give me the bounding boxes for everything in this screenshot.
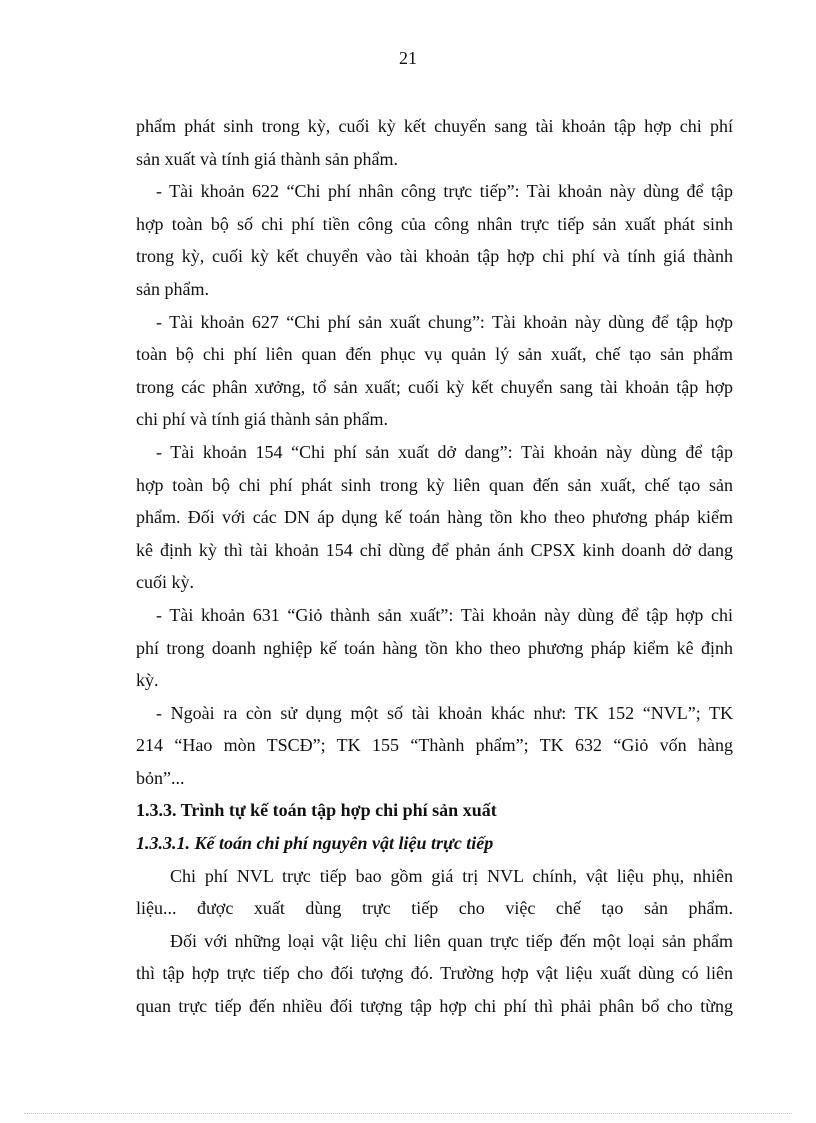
text-line: chi phí và tính giá thành sản phẩm. <box>136 409 388 430</box>
text-line: 214 “Hao mòn TSCĐ”; TK 155 “Thành phẩm”; TK 632 “Giỏ vốn hàng <box>136 735 733 756</box>
text-line: sản xuất và tính giá thành sản phẩm. <box>136 148 398 169</box>
bullet-line: - Tài khoản 154 “Chi phí sản xuất dở dang”: Tài khoản này dùng để tập <box>156 441 733 462</box>
document-body <box>136 110 733 1023</box>
text-line: phí trong doanh nghiệp kế toán hàng tồn kho theo phương pháp kiểm kê định <box>136 637 733 658</box>
text-line: sản phẩm. <box>136 278 209 299</box>
paragraph-start-line: Chi phí NVL trực tiếp bao gồm giá trị NVL chính, vật liệu phụ, nhiên <box>170 865 733 886</box>
text-line: trong kỳ, cuối kỳ kết chuyển vào tài khoản tập hợp chi phí và tính giá thành <box>136 246 733 267</box>
subsection-heading: 1.3.3.1. Kế toán chi phí nguyên vật liệu trực tiếp <box>136 833 494 854</box>
text-line: liệu... được xuất dùng trực tiếp cho việc chế tạo sản phẩm. <box>136 898 733 919</box>
bullet-line: - Tài khoản 631 “Giỏ thành sản xuất”: Tài khoản này dùng để tập hợp chi <box>156 604 733 625</box>
page-number: 21 <box>399 48 417 68</box>
text-line: bỏn”... <box>136 767 185 788</box>
text-line: quan trực tiếp đến nhiều đối tượng tập hợp chi phí thì phải phân bổ cho từng <box>136 996 733 1017</box>
text-line: hợp toàn bộ số chi phí tiền công của công nhân trực tiếp sản xuất phát sinh <box>136 213 733 234</box>
text-line: thì tập hợp trực tiếp cho đối tượng đó. Trường hợp vật liệu xuất dùng có liên <box>136 963 733 984</box>
page-bottom-divider <box>24 1113 792 1114</box>
bullet-line: - Tài khoản 627 “Chi phí sản xuất chung”: Tài khoản này dùng để tập hợp <box>156 311 733 332</box>
section-heading: 1.3.3. Trình tự kế toán tập hợp chi phí sản xuất <box>136 800 497 821</box>
text-line: toàn bộ chi phí liên quan đến phục vụ quản lý sản xuất, chế tạo sản phẩm <box>136 344 733 365</box>
bullet-line: - Tài khoản 622 “Chi phí nhân công trực tiếp”: Tài khoản này dùng để tập <box>156 181 733 202</box>
text-line: cuối kỳ. <box>136 572 194 593</box>
text-line: phẩm phát sinh trong kỳ, cuối kỳ kết chuyển sang tài khoản tập hợp chi phí <box>136 116 733 136</box>
paragraph-start-line: Đối với những loại vật liệu chỉ liên quan trực tiếp đến một loại sản phẩm <box>170 930 733 951</box>
text-line: kê định kỳ thì tài khoản 154 chỉ dùng để phản ánh CPSX kinh doanh dở dang <box>136 539 733 560</box>
text-line: trong các phân xưởng, tổ sản xuất; cuối kỳ kết chuyển sang tài khoản tập hợp <box>136 376 733 397</box>
text-line: phẩm. Đối với các DN áp dụng kế toán hàng tồn kho theo phương pháp kiểm <box>136 507 733 528</box>
text-line: hợp toàn bộ chi phí phát sinh trong kỳ liên quan đến sản xuất, chế tạo sản <box>136 474 733 495</box>
text-line: kỳ. <box>136 670 159 691</box>
bullet-line: - Ngoài ra còn sử dụng một số tài khoản khác như: TK 152 “NVL”; TK <box>156 702 733 723</box>
